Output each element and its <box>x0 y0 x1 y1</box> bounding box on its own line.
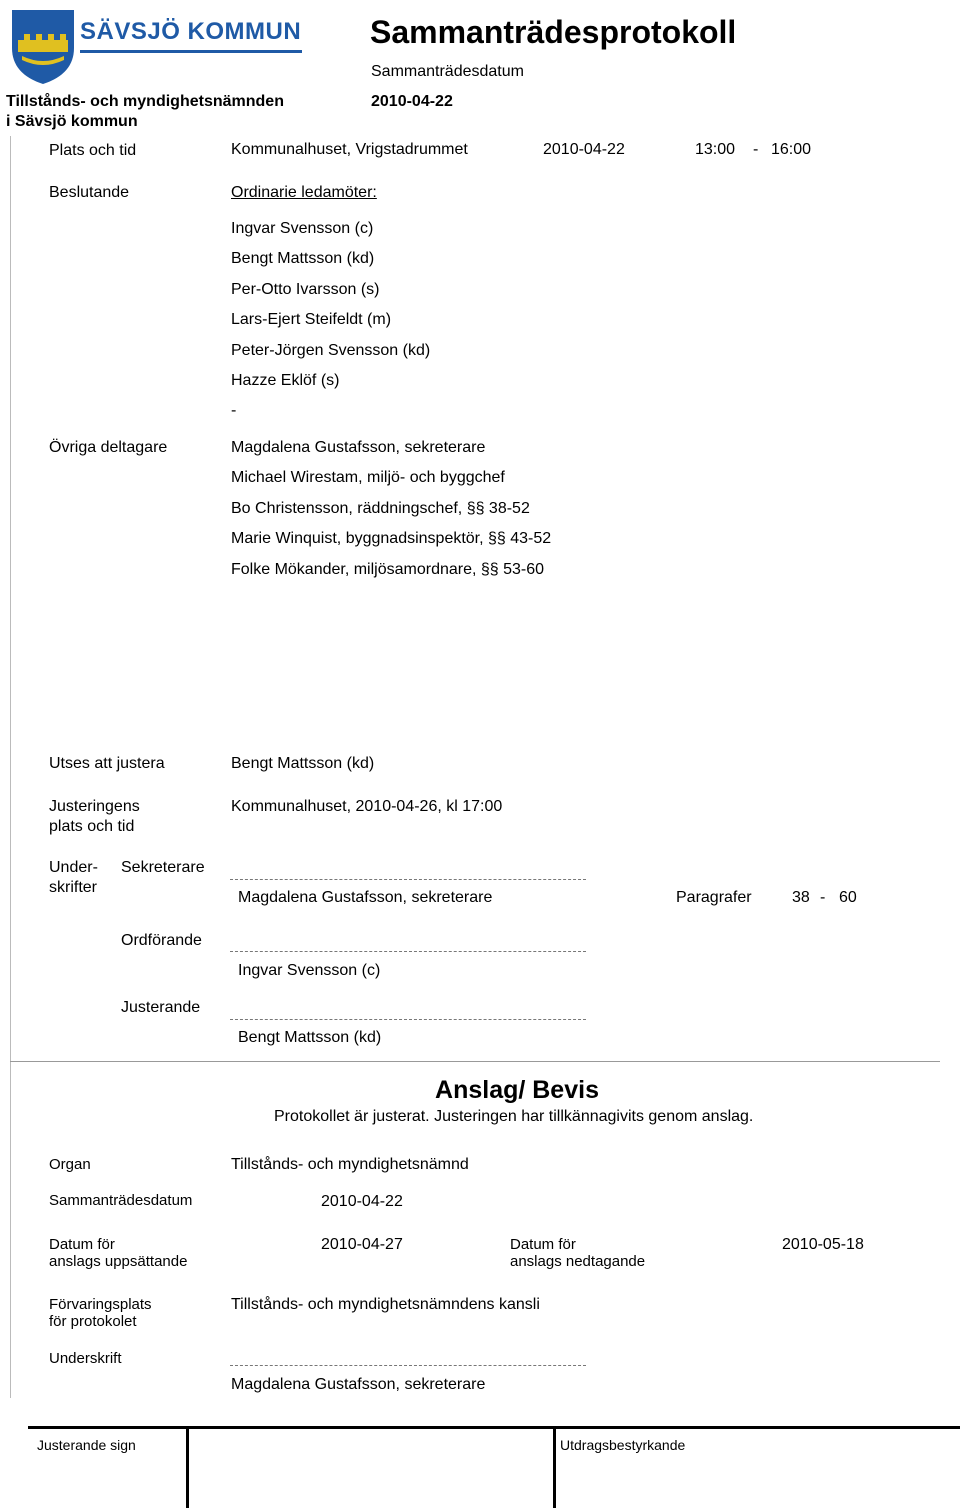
notice-signature-line[interactable] <box>230 1365 586 1366</box>
participant-item: Magdalena Gustafsson, sekreterare <box>231 439 486 456</box>
decision-makers-label: Beslutande <box>49 184 130 201</box>
member-item: Lars-Ejert Steifeldt (m) <box>231 311 392 328</box>
municipality-logo <box>8 6 308 86</box>
signature-label: Underskrift <box>49 1350 122 1367</box>
posted-label-2: anslags uppsättande <box>49 1253 188 1270</box>
time-end: 16:00 <box>771 141 812 158</box>
removed-label-1: Datum för <box>510 1236 576 1253</box>
left-margin-line <box>10 136 11 1398</box>
secretary-signature-line[interactable] <box>230 879 586 880</box>
notice-meeting-date-label: Sammanträdesdatum <box>49 1192 193 1209</box>
footer-divider-left <box>186 1426 189 1508</box>
header-date: 2010-04-22 <box>371 93 453 110</box>
org-name-line2: i Sävsjö kommun <box>6 113 138 130</box>
paragraphs-separator: - <box>820 889 826 906</box>
member-item: Ingvar Svensson (c) <box>231 220 374 237</box>
footer-divider-right <box>553 1426 556 1508</box>
chair-label: Ordförande <box>121 932 202 949</box>
logo-wordmark: SÄVSJÖ KOMMUN <box>80 18 302 45</box>
footer-adjuster-sign: Justerande sign <box>37 1437 136 1453</box>
chair-signature-line[interactable] <box>230 951 586 952</box>
adjust-place-value: Kommunalhuset, 2010-04-26, kl 17:00 <box>231 798 503 815</box>
participant-item: Marie Winquist, byggnadsinspektör, §§ 43-52 <box>231 530 552 547</box>
adjuster-sign-name: Bengt Mattsson (kd) <box>238 1029 382 1046</box>
posted-label-1: Datum för <box>49 1236 115 1253</box>
member-item: - <box>231 402 237 419</box>
place-value: Kommunalhuset, Vrigstadrummet <box>231 141 468 158</box>
signatures-label-2: skrifter <box>49 879 97 896</box>
participant-item: Bo Christensson, räddningschef, §§ 38-52 <box>231 500 530 517</box>
paragraphs-label: Paragrafer <box>676 889 752 906</box>
footer-top-rule <box>28 1426 960 1429</box>
participant-item: Folke Mökander, miljösamordnare, §§ 53-60 <box>231 561 545 578</box>
coat-of-arms-icon <box>8 6 78 86</box>
member-item: Hazze Eklöf (s) <box>231 372 340 389</box>
paragraphs-to: 60 <box>839 889 857 906</box>
members-heading: Ordinarie ledamöter: <box>231 184 377 201</box>
adjust-place-label-1: Justeringens <box>49 798 140 815</box>
adjuster-signature-line[interactable] <box>230 1019 586 1020</box>
storage-value: Tillstånds- och myndighetsnämndens kansli <box>231 1296 540 1313</box>
secretary-label: Sekreterare <box>121 859 205 876</box>
meeting-date: 2010-04-22 <box>543 141 625 158</box>
notice-title: Anslag/ Bevis <box>435 1076 599 1104</box>
org-name-line1: Tillstånds- och myndighetsnämnden <box>6 93 284 110</box>
adjust-label: Utses att justera <box>49 755 165 772</box>
organ-label: Organ <box>49 1156 91 1173</box>
meeting-date-label: Sammanträdesdatum <box>371 63 524 80</box>
adjuster-name: Bengt Mattsson (kd) <box>231 755 375 772</box>
removed-date: 2010-05-18 <box>782 1236 864 1253</box>
section-divider <box>10 1061 940 1062</box>
member-item: Peter-Jörgen Svensson (kd) <box>231 342 431 359</box>
participant-item: Michael Wirestam, miljö- och byggchef <box>231 469 505 486</box>
storage-label-2: för protokolet <box>49 1313 137 1330</box>
logo-underline <box>80 50 302 53</box>
signatures-label-1: Under- <box>49 859 98 876</box>
notice-text: Protokollet är justerat. Justeringen har tillkännagivits genom anslag. <box>274 1108 754 1125</box>
place-label: Plats och tid <box>49 142 137 159</box>
others-label: Övriga deltagare <box>49 439 168 456</box>
posted-date: 2010-04-27 <box>321 1236 403 1253</box>
footer-certification: Utdragsbestyrkande <box>560 1437 686 1453</box>
notice-meeting-date: 2010-04-22 <box>321 1193 403 1210</box>
adjust-place-label-2: plats och tid <box>49 818 135 835</box>
organ-value: Tillstånds- och myndighetsnämnd <box>231 1156 469 1173</box>
removed-label-2: anslags nedtagande <box>510 1253 646 1270</box>
time-start: 13:00 <box>695 141 736 158</box>
adjuster-sign-label: Justerande <box>121 999 201 1016</box>
paragraphs-from: 38 <box>792 889 810 906</box>
notice-signature-name: Magdalena Gustafsson, sekreterare <box>231 1376 486 1393</box>
chair-name: Ingvar Svensson (c) <box>238 962 381 979</box>
time-separator: - <box>753 141 759 158</box>
secretary-name: Magdalena Gustafsson, sekreterare <box>238 889 493 906</box>
storage-label-1: Förvaringsplats <box>49 1296 152 1313</box>
page-title: Sammanträdesprotokoll <box>370 14 737 50</box>
member-item: Per-Otto Ivarsson (s) <box>231 281 380 298</box>
member-item: Bengt Mattsson (kd) <box>231 250 375 267</box>
